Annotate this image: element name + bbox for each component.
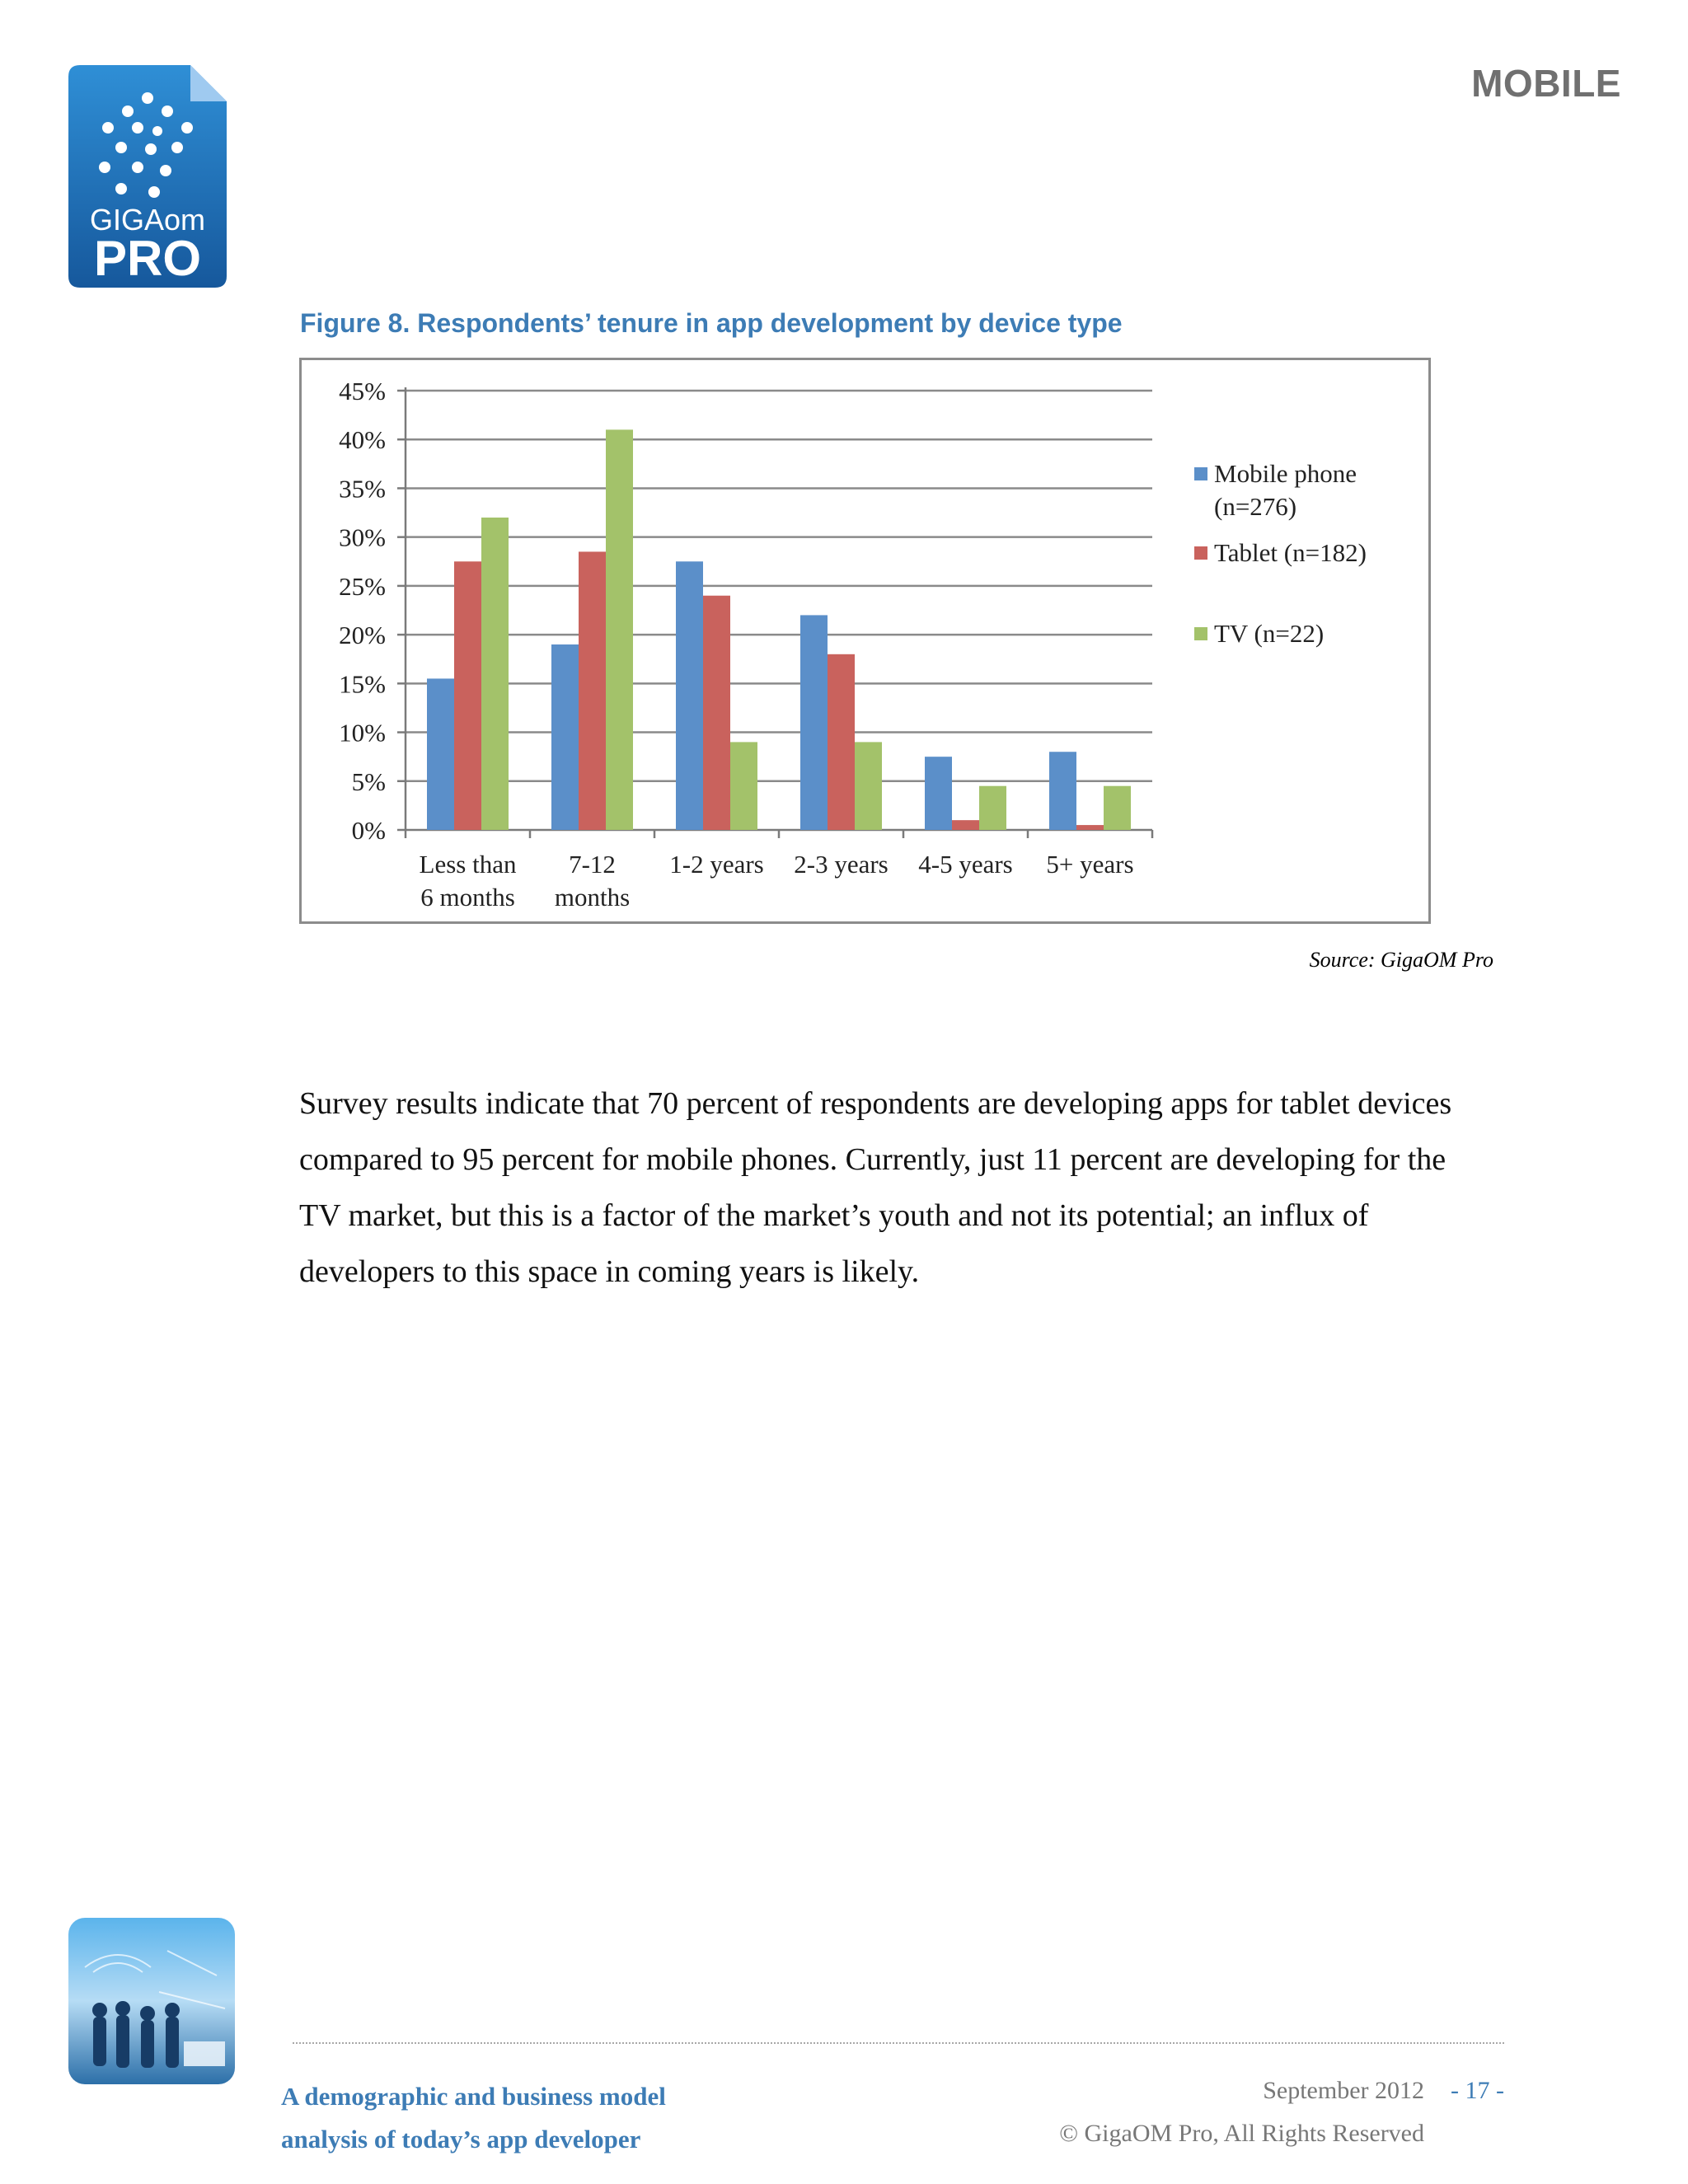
x-tick-label: 1-2 years (669, 850, 764, 879)
bar (427, 678, 454, 830)
bar (481, 518, 509, 830)
bar (551, 644, 579, 830)
bar (579, 551, 606, 830)
footer-divider (293, 2042, 1504, 2044)
bar-chart (302, 360, 1433, 926)
bar (828, 654, 855, 830)
logo-word-bottom: PRO (93, 231, 202, 286)
bar (676, 561, 703, 830)
footer-title-line-1: A demographic and business model (281, 2082, 666, 2111)
footer-image (68, 1918, 235, 2084)
body-paragraph: Survey results indicate that 70 percent of respondents are developing apps for tablet devices compared to 95 percent for mobile phones. Currently, just 11 percent are developing for the TV market, but this is a factor of the market’s youth and not its potential; an influx of developers to this space in coming years is likely. (299, 1086, 1452, 1289)
bar (454, 561, 481, 830)
bar (730, 742, 757, 830)
y-tick-label: 0% (351, 816, 386, 845)
x-tick-label: 6 months (420, 883, 515, 912)
bar (800, 615, 828, 830)
legend-swatch (1194, 627, 1207, 640)
footer-report-title (281, 2075, 666, 2161)
logo-word-top: GIGAom (89, 203, 206, 237)
copyright: © GigaOM Pro, All Rights Reserved (1059, 2120, 1424, 2147)
chart-frame (299, 358, 1431, 924)
footer-title-line-2: analysis of today’s app developer (281, 2125, 641, 2154)
y-tick-label: 45% (339, 377, 386, 405)
bar (979, 786, 1006, 830)
bar (1049, 752, 1076, 830)
x-tick-label: 2-3 years (794, 850, 889, 879)
gigaom-pro-logo (68, 65, 227, 288)
page-number: - 17 - (1451, 2077, 1504, 2104)
figure-source: Source: GigaOM Pro (1309, 948, 1493, 972)
x-tick-label: Less than (419, 850, 517, 879)
legend-swatch (1194, 467, 1207, 480)
x-tick-label: 7-12 (569, 850, 616, 879)
figure-title: Figure 8. Respondents’ tenure in app development by device type (300, 308, 1123, 338)
x-tick-label: months (554, 883, 631, 912)
bar (703, 596, 730, 830)
y-tick-label: 20% (339, 621, 386, 650)
y-tick-label: 40% (339, 425, 386, 455)
bar (606, 429, 633, 830)
y-tick-label: 25% (339, 571, 386, 601)
legend-label: Mobile phone (1214, 459, 1357, 488)
bar (1076, 825, 1104, 830)
section-label: MOBILE (1471, 62, 1621, 105)
legend-swatch (1194, 546, 1207, 560)
y-tick-label: 30% (339, 523, 386, 552)
footer-date: September 2012 (1263, 2077, 1424, 2104)
x-tick-label: 4-5 years (918, 850, 1013, 879)
legend-label: (n=276) (1214, 492, 1297, 521)
y-tick-label: 10% (339, 718, 386, 748)
bar (952, 820, 979, 830)
bar (1104, 786, 1131, 830)
y-tick-label: 15% (339, 669, 386, 699)
y-tick-label: 5% (351, 766, 386, 796)
y-tick-label: 35% (339, 474, 386, 504)
x-tick-label: 5+ years (1046, 850, 1134, 879)
legend-label: Tablet (n=182) (1214, 538, 1367, 567)
legend-label: TV (n=22) (1214, 619, 1325, 648)
bar (855, 742, 882, 830)
bar (925, 757, 952, 830)
